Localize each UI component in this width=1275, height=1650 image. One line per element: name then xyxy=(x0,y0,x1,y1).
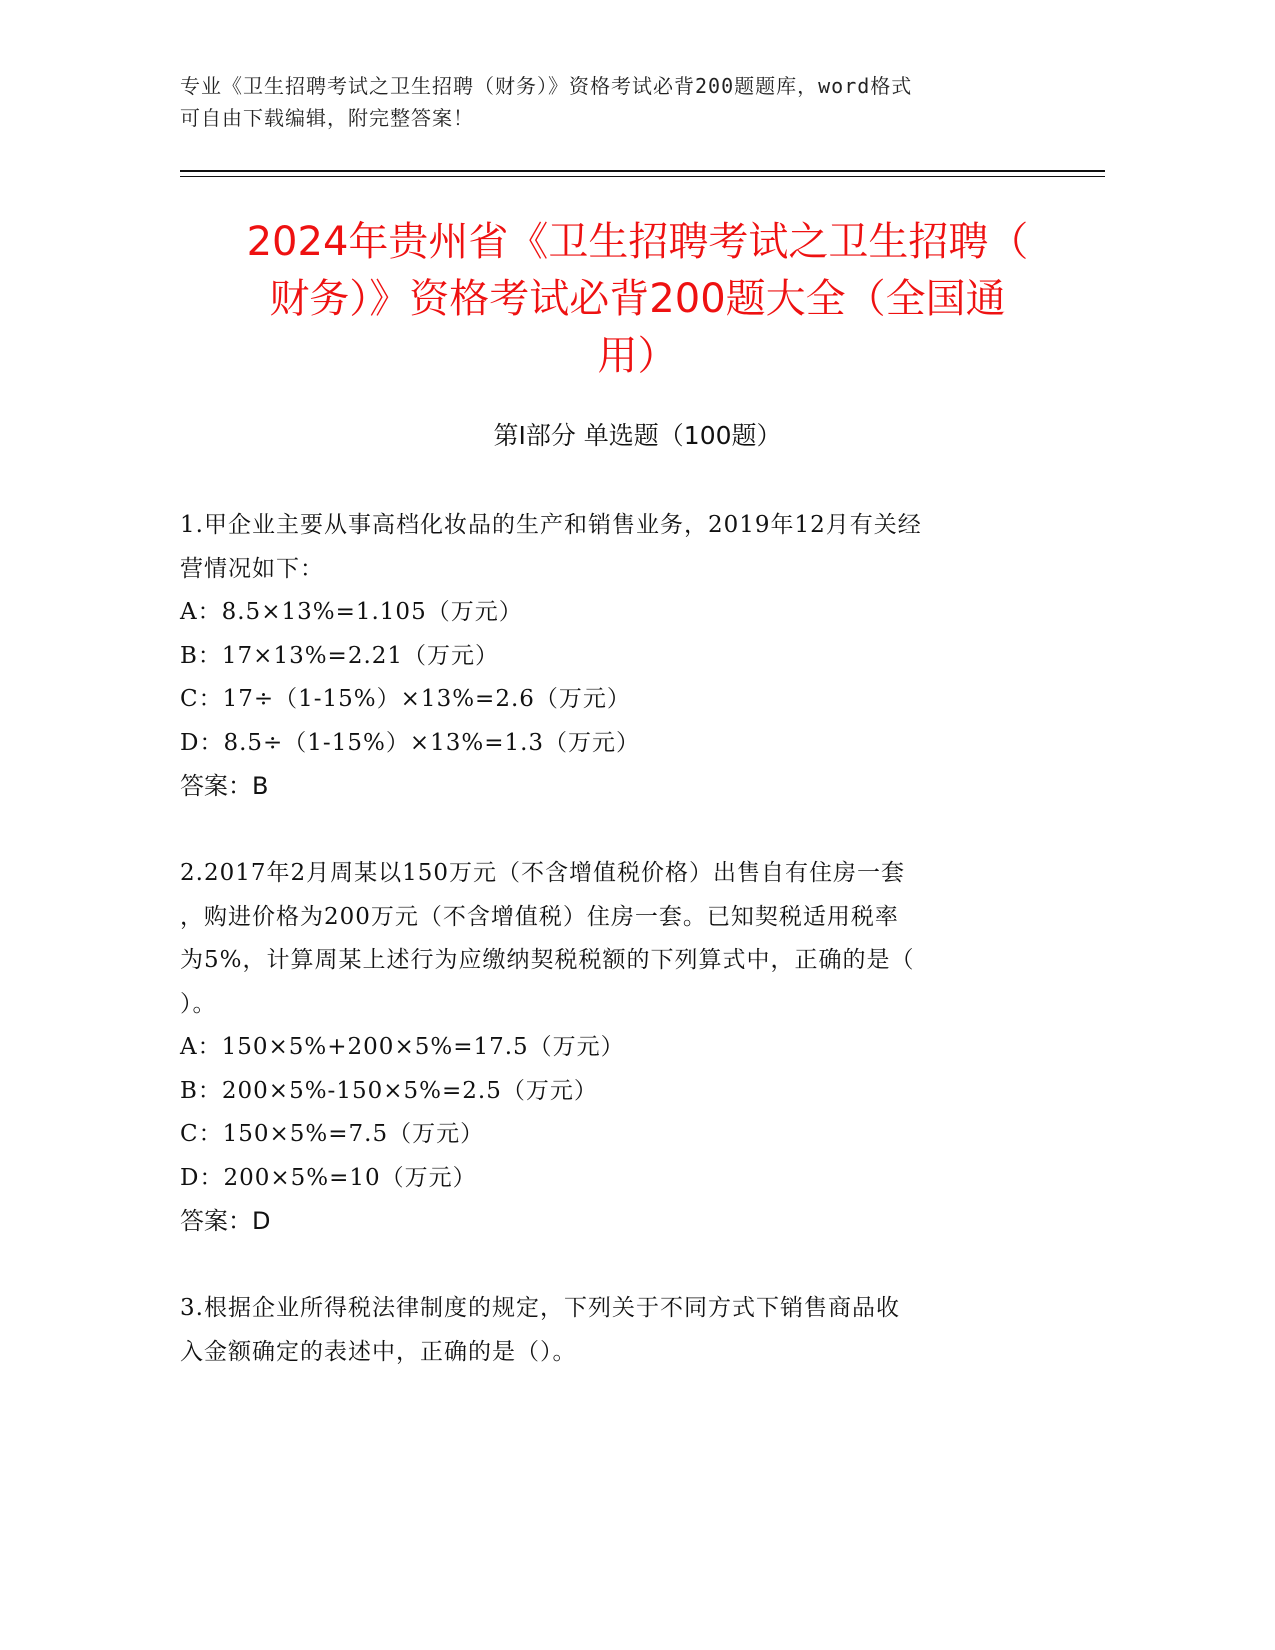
question-stem: 3.根据企业所得税法律制度的规定，下列关于不同方式下销售商品收 xyxy=(180,1295,900,1321)
option-d: D：200×5%=10（万元） xyxy=(180,1164,477,1191)
section-title: 第I部分 单选题（100题） xyxy=(493,421,782,450)
question-2 xyxy=(180,852,1060,1244)
question-stem: ，购进价格为200万元（不含增值税）住房一套。已知契税适用税率 xyxy=(180,903,899,930)
question-stem: 2.2017年2月周某以150万元（不含增值税价格）出售自有住房一套 xyxy=(180,860,906,886)
option-d: D：8.5÷（1-15%）×13%=1.3（万元） xyxy=(180,729,641,756)
question-1 xyxy=(180,504,1060,809)
option-a: A：8.5×13%=1.105（万元） xyxy=(180,599,523,625)
title-line: 2024年贵州省《卫生招聘考试之卫生招聘（ xyxy=(246,219,1029,265)
header-note-line: 专业《卫生招聘考试之卫生招聘（财务）》资格考试必背200题题库，word格式 xyxy=(180,74,913,98)
question-stem: 为5%，计算周某上述行为应缴纳契税税额的下列算式中，正确的是（ xyxy=(180,947,915,973)
question-stem: 1.甲企业主要从事高档化妆品的生产和销售业务，2019年12月有关经 xyxy=(180,512,922,538)
answer: 答案：B xyxy=(180,772,269,800)
question-stem: 入金额确定的表述中，正确的是（）。 xyxy=(180,1338,577,1365)
option-a: A：150×5%+200×5%=17.5（万元） xyxy=(180,1034,625,1060)
header-divider-thick xyxy=(180,170,1105,172)
title-line: 财务）》资格考试必背200题大全（全国通 xyxy=(269,276,1006,322)
header-divider-thin xyxy=(180,176,1105,177)
question-stem: ）。 xyxy=(180,990,217,1017)
header-note xyxy=(180,70,1040,134)
question-3 xyxy=(180,1287,1060,1374)
option-b: B：200×5%-150×5%=2.5（万元） xyxy=(180,1077,598,1104)
header-note-line: 可自由下载编辑，附完整答案！ xyxy=(180,106,474,130)
document-title xyxy=(150,214,1125,385)
option-c: C：150×5%=7.5（万元） xyxy=(180,1121,485,1147)
option-b: B：17×13%=2.21（万元） xyxy=(180,642,500,669)
answer: 答案：D xyxy=(180,1207,271,1235)
option-c: C：17÷（1-15%）×13%=2.6（万元） xyxy=(180,686,631,712)
title-line: 用） xyxy=(597,333,678,379)
question-stem: 营情况如下： xyxy=(180,555,324,582)
